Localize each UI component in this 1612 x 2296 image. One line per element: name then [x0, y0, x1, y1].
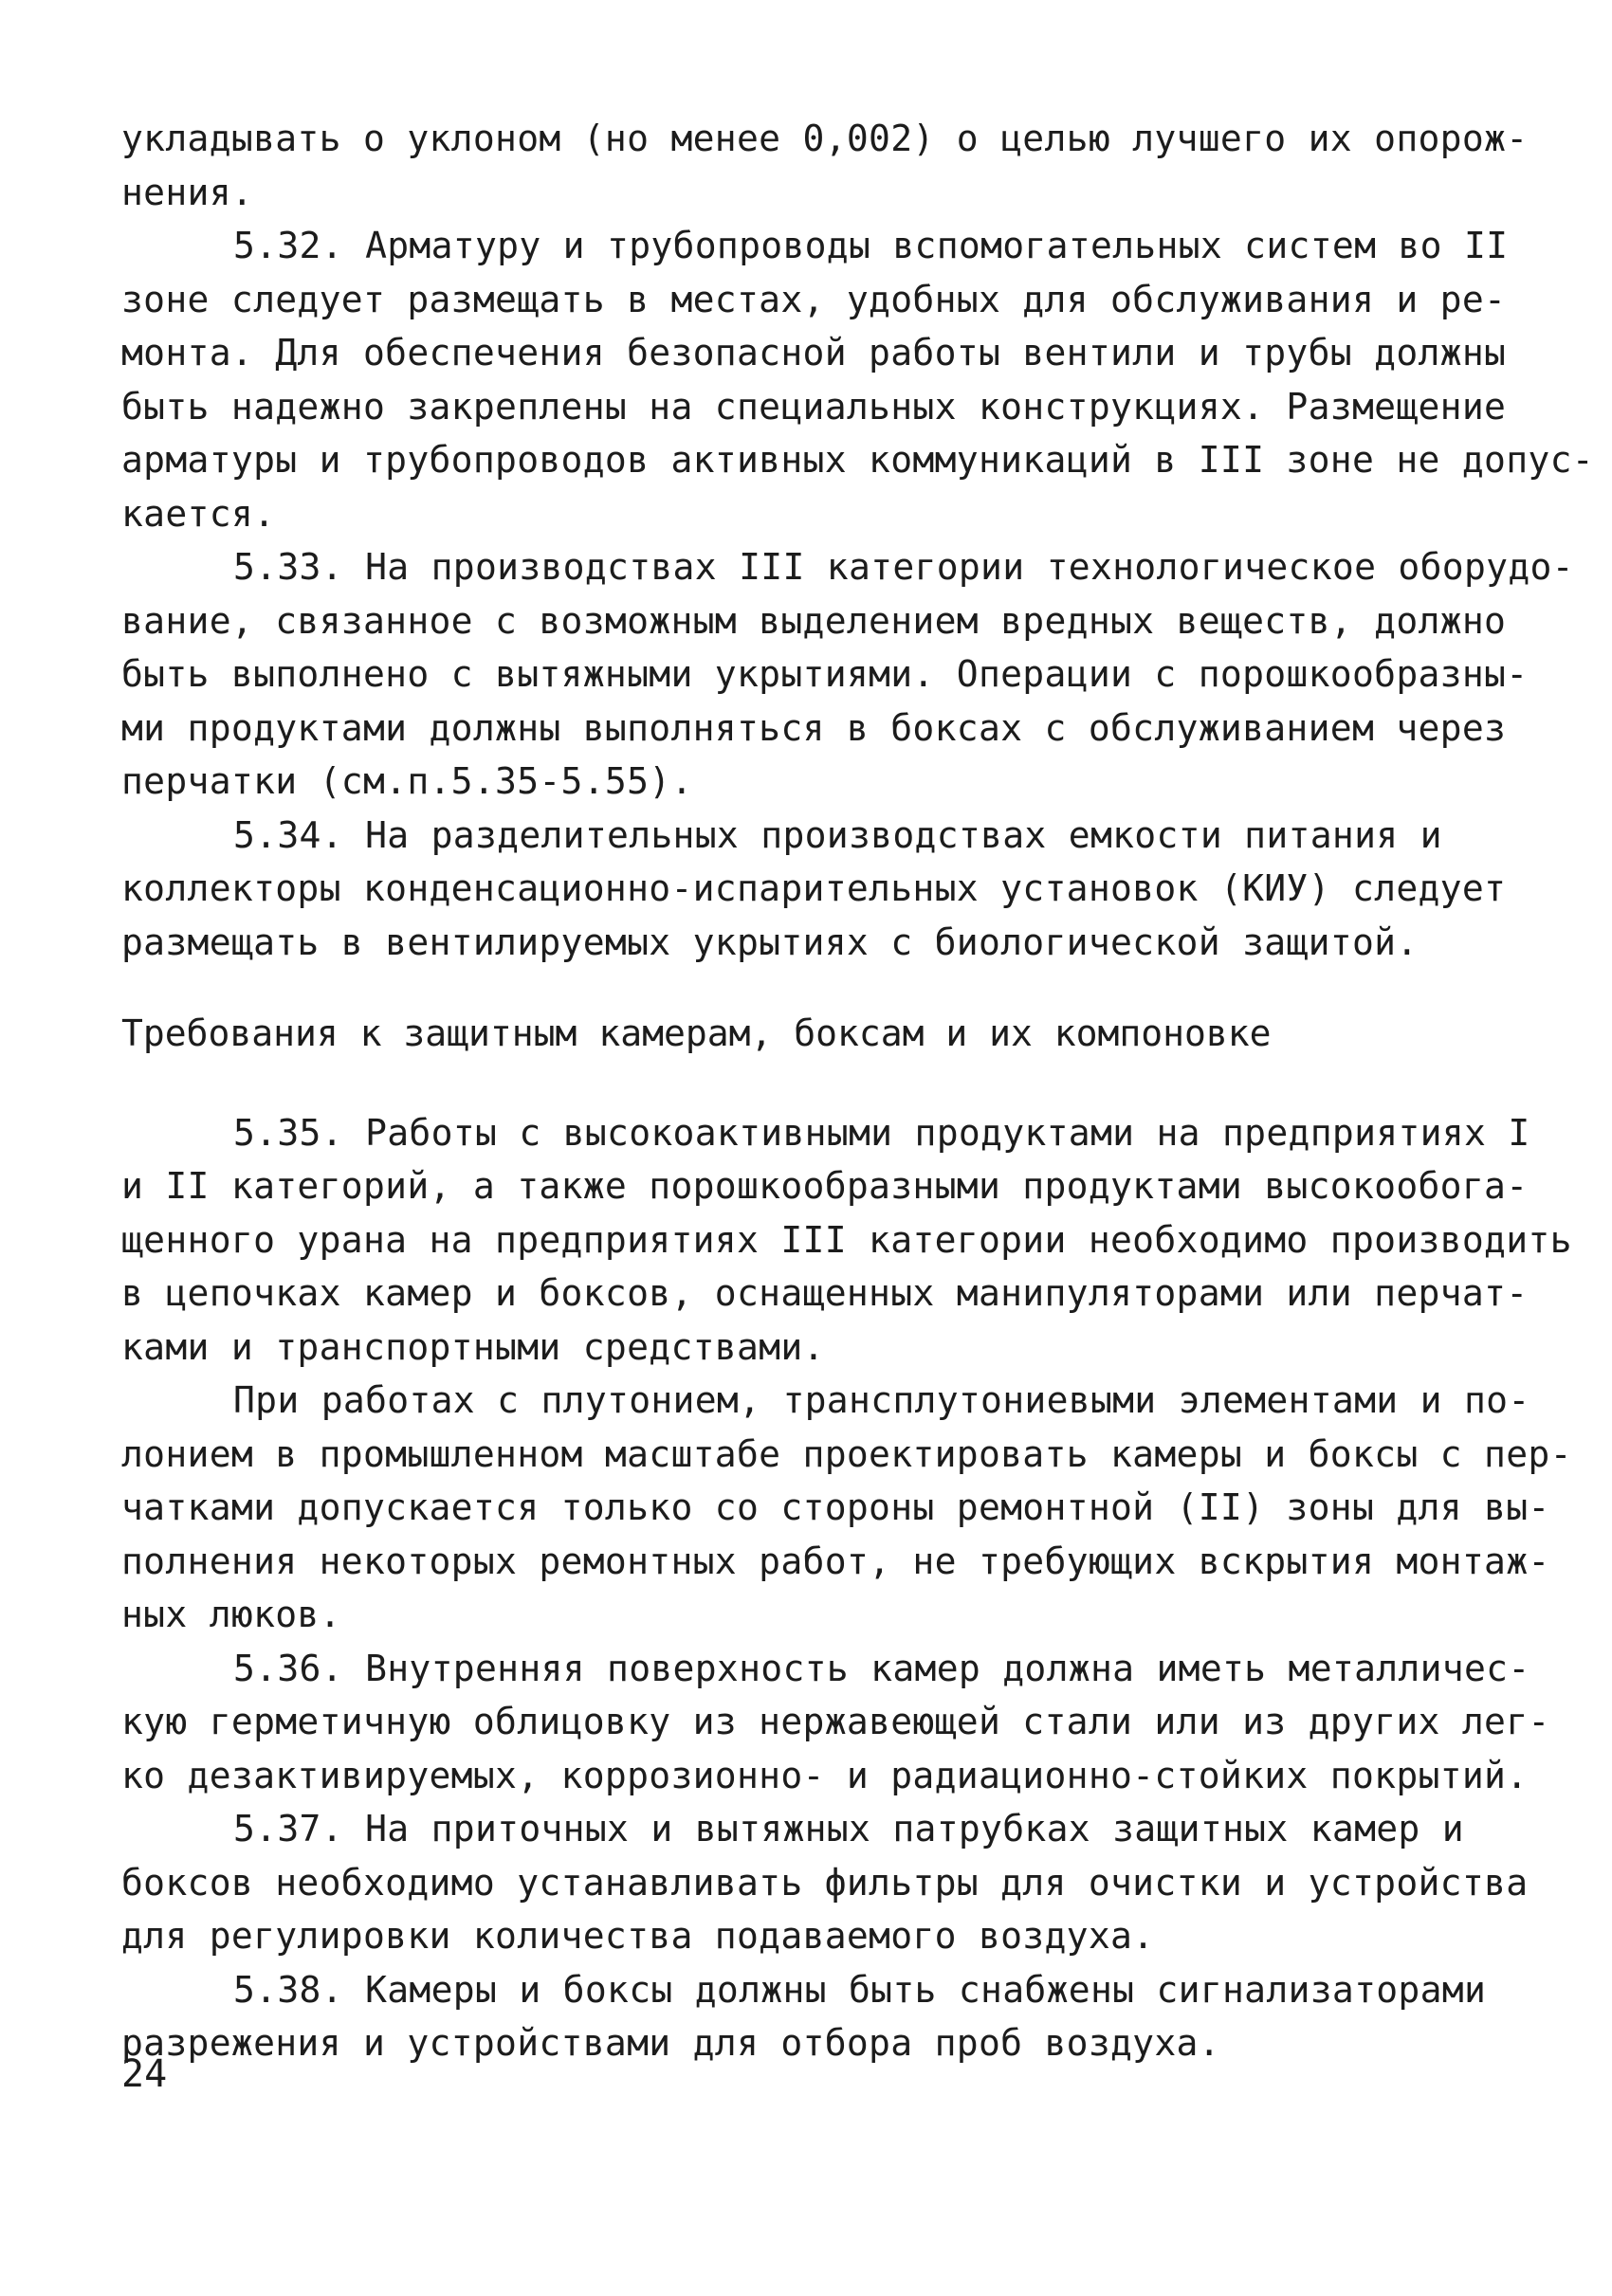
paragraph-5-38	[121, 1963, 1487, 2070]
text-line: При работах с плутонием, трансплутониевыми элементами и по-	[233, 1379, 1530, 1421]
text-line: перчатки (см.п.5.35-5.55).	[121, 760, 693, 802]
text-line: 5.34. На разделительных производствах емкости питания и	[233, 813, 1442, 856]
text-line: разрежения и устройствами для отбора проб воздуха.	[121, 2022, 1220, 2064]
text-line: размещать в вентилируемых укрытиях с биологической защитой.	[121, 920, 1419, 963]
text-line: 5.36. Внутренняя поверхность камер должна иметь металличес-	[233, 1647, 1530, 1689]
section-heading-text: Требования к защитным камерам, боксам и их компоновке	[121, 1012, 1272, 1054]
paragraph-5-37	[121, 1802, 1529, 1963]
text-line: боксов необходимо устанавливать фильтры для очистки и устройства	[121, 1861, 1529, 1904]
section-heading	[121, 1007, 1468, 1061]
text-line: ми продуктами должны выполняться в боксах с обслуживанием через	[121, 706, 1507, 749]
text-line: ками и транспортными средствами.	[121, 1325, 825, 1368]
text-line: в цепочках камер и боксов, оснащенных манипуляторами или перчат-	[121, 1272, 1529, 1314]
text-line: зоне следует размещать в местах, удобных для обслуживания и ре-	[121, 278, 1507, 320]
text-line: 5.38. Камеры и боксы должны быть снабжены сигнализаторами	[233, 1968, 1487, 2011]
document-page	[121, 112, 1594, 2070]
page-number: 24	[121, 2052, 168, 2096]
text-line: и II категорий, а также порошкообразными продуктами высокообога-	[121, 1165, 1529, 1207]
paragraph-5-31-continuation	[121, 112, 1529, 219]
text-line: быть выполнено с вытяжными укрытиями. Операции с порошкообразны-	[121, 653, 1529, 695]
text-line: 5.35. Работы с высокоактивными продуктами на предприятиях I	[233, 1111, 1530, 1154]
text-line: 5.37. На приточных и вытяжных патрубках защитных камер и	[233, 1808, 1464, 1850]
paragraph-5-33	[121, 540, 1574, 809]
text-line: укладывать о уклоном (но менее 0,002) о целью лучшего их опорож-	[121, 118, 1529, 159]
text-line: щенного урана на предприятиях III категории необходимо производить	[121, 1218, 1572, 1261]
text-line: кую герметичную облицовку из нержавеющей стали или из других лег-	[121, 1701, 1550, 1742]
text-line: ных люков.	[121, 1594, 341, 1635]
text-line: полнения некоторых ремонтных работ, не требующих вскрытия монтаж-	[121, 1540, 1550, 1582]
text-line: чатками допускается только со стороны ремонтной (II) зоны для вы-	[121, 1486, 1550, 1528]
text-line: монта. Для обеспечения безопасной работы вентили и трубы должны	[121, 332, 1507, 374]
paragraph-5-34	[121, 809, 1507, 970]
text-line: вание, связанное с возможным выделением вредных веществ, должно	[121, 599, 1507, 642]
text-line: кается.	[121, 492, 276, 535]
paragraph-5-36	[121, 1642, 1550, 1803]
text-line: 5.32. Арматуру и трубопроводы вспомогательных систем во II	[233, 225, 1509, 266]
text-line: 5.33. На производствах III категории технологическое оборудо-	[233, 546, 1574, 588]
paragraph-5-32	[121, 219, 1594, 540]
paragraph-plutonium	[121, 1374, 1572, 1642]
text-line: лонием в промышленном масштабе проектировать камеры и боксы с пер-	[121, 1432, 1572, 1475]
text-line: быть надежно закреплены на специальных конструкциях. Размещение	[121, 385, 1507, 428]
text-line: ко дезактивируемых, коррозионно- и радиационно-стойких покрытий.	[121, 1754, 1529, 1796]
paragraph-5-35	[121, 1106, 1572, 1375]
text-line: для регулировки количества подаваемого воздуха.	[121, 1915, 1155, 1957]
text-line: арматуры и трубопроводов активных коммуникаций в III зоне не допус-	[121, 439, 1594, 481]
text-line: коллекторы конденсационно-испарительных установок (КИУ) следует	[121, 867, 1507, 909]
text-line: нения.	[121, 171, 254, 213]
